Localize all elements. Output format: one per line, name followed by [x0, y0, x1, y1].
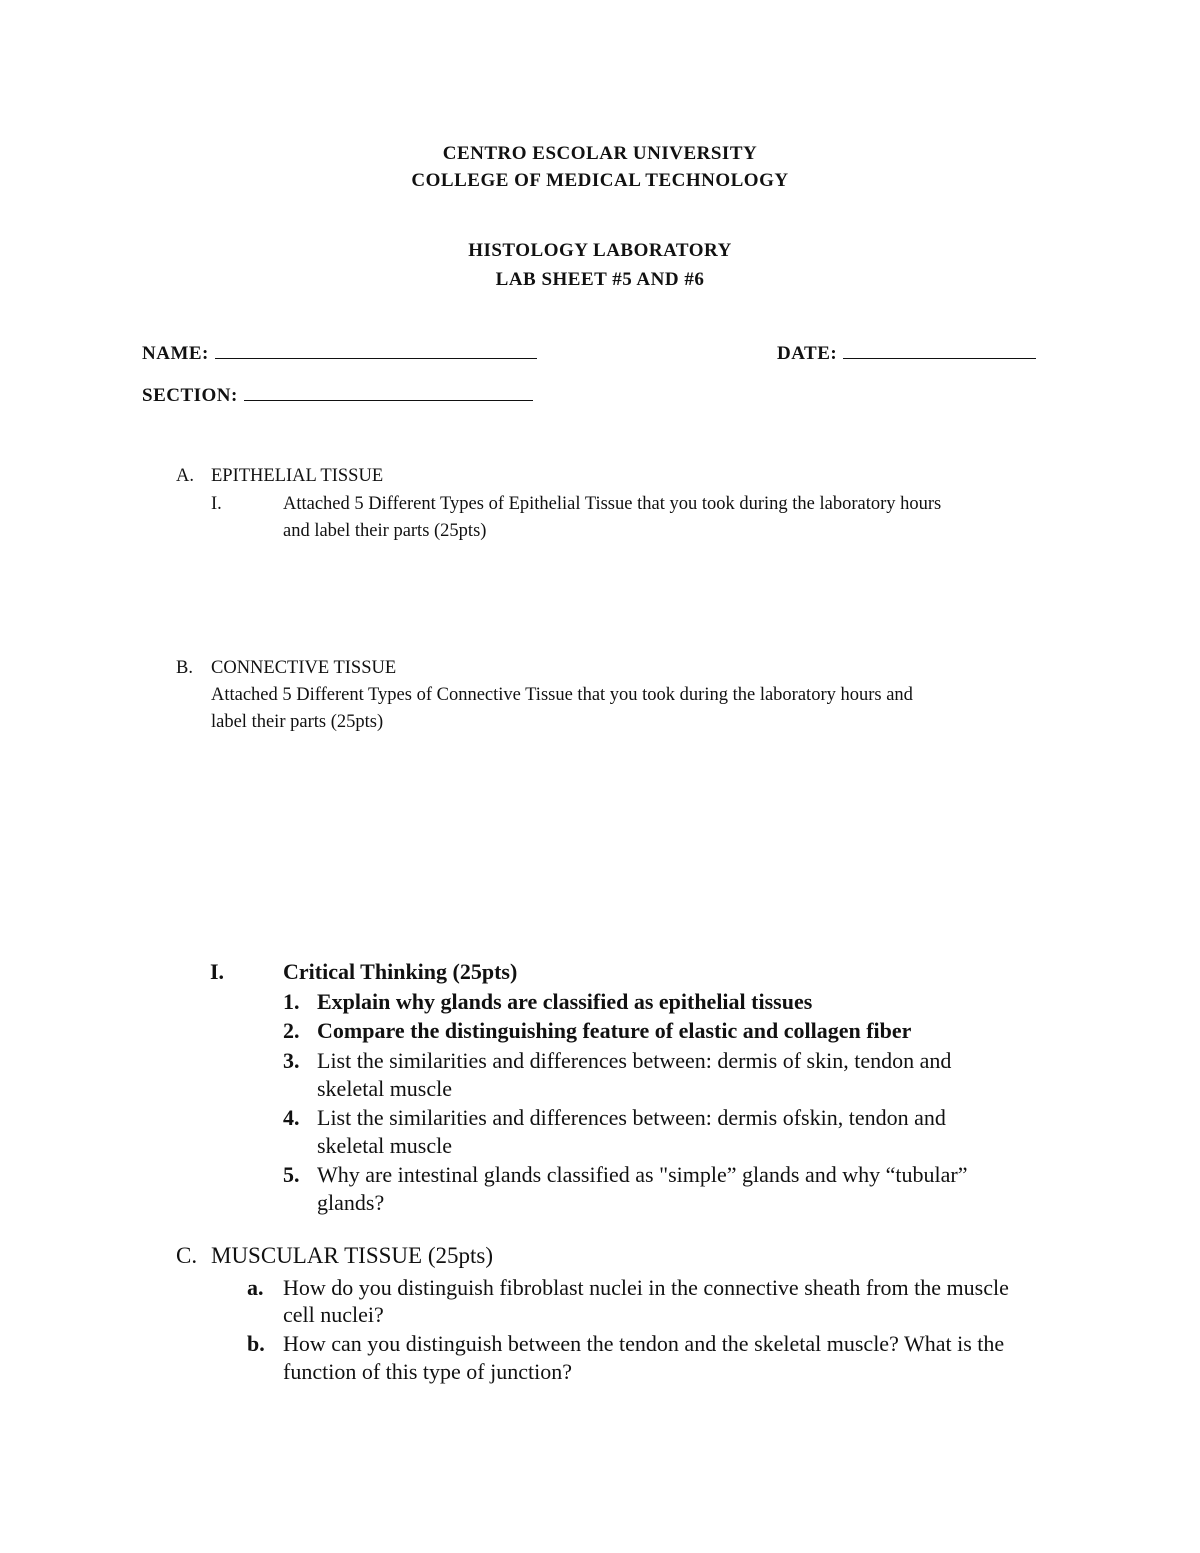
name-field[interactable]	[142, 340, 537, 365]
section-b-title: CONNECTIVE TISSUE	[211, 658, 397, 678]
section-b-line-2: label their parts (25pts)	[211, 712, 384, 732]
ct-item-1-number: 1.	[283, 989, 300, 1014]
critical-thinking-title: Critical Thinking (25pts)	[283, 959, 518, 984]
date-label: DATE:	[777, 343, 838, 364]
section-c-item-a-line-1: How do you distinguish fibroblast nuclei in the connective sheath from the muscle	[283, 1275, 1009, 1300]
section-c-marker: C.	[176, 1243, 198, 1268]
ct-item-3-line-1: List the similarities and differences between: dermis of skin, tendon and	[317, 1048, 952, 1073]
section-label: SECTION:	[142, 385, 238, 406]
ct-item-4-line-2: skeletal muscle	[317, 1133, 453, 1158]
ct-item-5-line-1: Why are intestinal glands classified as "simple” glands and why “tubular”	[317, 1162, 968, 1187]
ct-item-4-number: 4.	[283, 1105, 300, 1130]
date-field[interactable]	[777, 340, 1036, 365]
ct-item-3-number: 3.	[283, 1048, 300, 1073]
section-a-marker: A.	[176, 466, 194, 486]
section-c-item-b-letter: b.	[247, 1331, 265, 1356]
section-a-title: EPITHELIAL TISSUE	[211, 466, 384, 486]
lab-title: HISTOLOGY LABORATORY	[468, 240, 732, 261]
section-blank-line[interactable]	[244, 382, 533, 401]
date-blank-line[interactable]	[843, 340, 1036, 359]
ct-item-5-line-2: glands?	[317, 1190, 385, 1215]
ct-item-2-text: Compare the distinguishing feature of elastic and collagen fiber	[317, 1018, 912, 1043]
ct-item-4-line-1: List the similarities and differences between: dermis ofskin, tendon and	[317, 1105, 946, 1130]
ct-item-5-number: 5.	[283, 1162, 300, 1187]
lab-sheet-title: LAB SHEET #5 AND #6	[495, 269, 705, 290]
critical-thinking-marker: I.	[210, 959, 225, 984]
section-b-line-1: Attached 5 Different Types of Connective Tissue that you took during the laboratory hours and	[211, 685, 913, 705]
section-a-line-1: Attached 5 Different Types of Epithelial Tissue that you took during the laboratory hours	[283, 494, 942, 514]
section-c-title: MUSCULAR TISSUE (25pts)	[211, 1243, 493, 1268]
section-c-item-a-line-2: cell nuclei?	[283, 1302, 384, 1327]
name-label: NAME:	[142, 343, 209, 364]
section-c-item-b-line-2: function of this type of junction?	[283, 1359, 572, 1384]
university-name: CENTRO ESCOLAR UNIVERSITY	[442, 143, 758, 164]
ct-item-3-line-2: skeletal muscle	[317, 1076, 453, 1101]
section-a-item-marker: I.	[211, 494, 222, 514]
section-c-item-b-line-1: How can you distinguish between the tendon and the skeletal muscle? What is the	[283, 1331, 1005, 1356]
section-c-item-a-letter: a.	[247, 1275, 264, 1300]
section-a-line-2: and label their parts (25pts)	[283, 521, 487, 541]
section-b-marker: B.	[176, 658, 193, 678]
ct-item-2-number: 2.	[283, 1018, 300, 1043]
name-blank-line[interactable]	[215, 340, 537, 359]
ct-item-1-text: Explain why glands are classified as epithelial tissues	[317, 989, 813, 1014]
section-field[interactable]	[142, 382, 533, 407]
college-name: COLLEGE OF MEDICAL TECHNOLOGY	[411, 170, 789, 191]
